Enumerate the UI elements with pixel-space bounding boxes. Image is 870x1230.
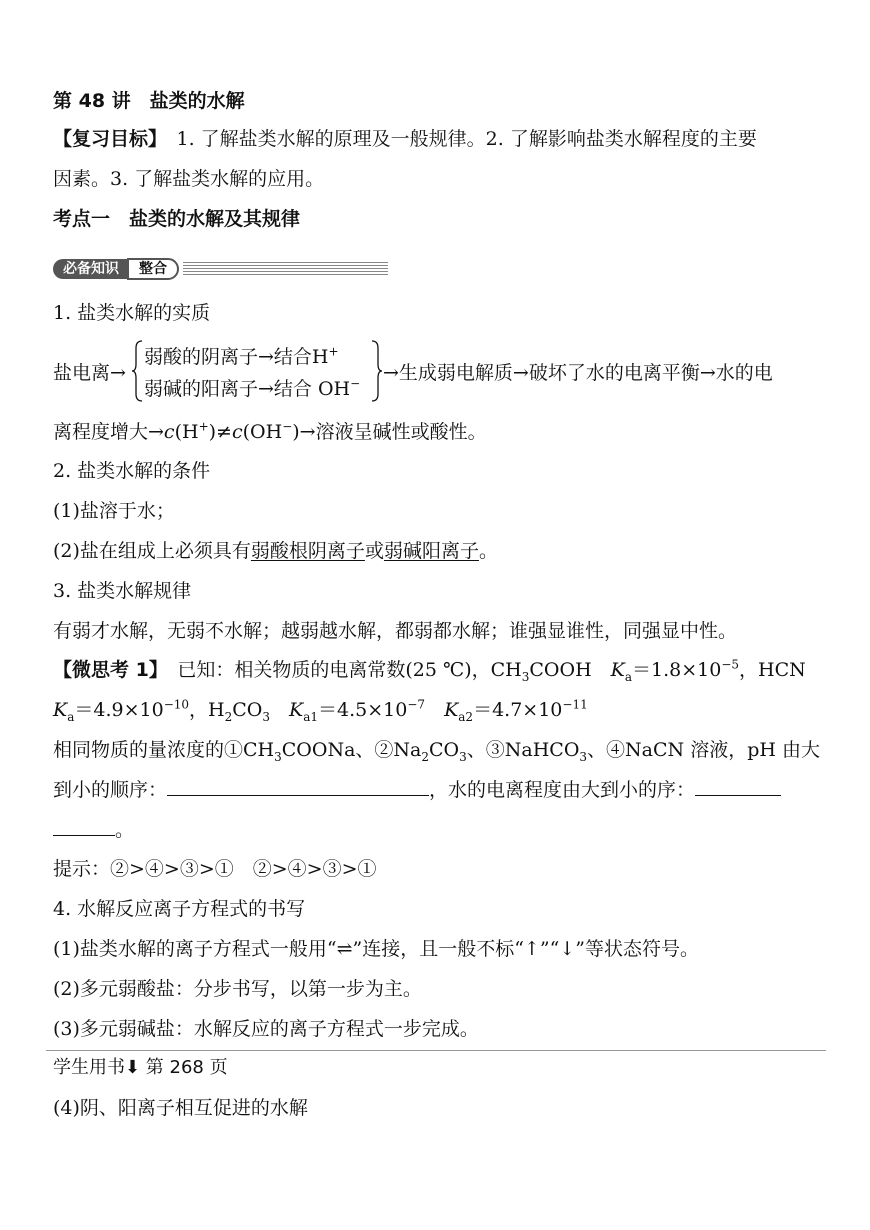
book-page-ref: 学生用书⬇ 第 268 页 <box>53 1057 228 1078</box>
think-line1: 【微思考 1】 已知：相关物质的电离常数(25 ℃)，$CH_3COOH$ $K_a=1.8\times 10^{-5}$，HCN <box>53 657 806 684</box>
kaodian-title: 考点一 盐类的水解及其规律 <box>53 208 301 230</box>
badge-stripes <box>183 262 388 276</box>
brace-tail: →生成弱电解质→破坏了水的电离平衡→水的电 <box>383 362 773 384</box>
think-line5: 。 <box>53 817 134 843</box>
s2-item1: (1)盐溶于水； <box>53 500 175 522</box>
weak-acid-anion: 弱酸根阴离子 <box>250 540 365 562</box>
section-badge <box>53 258 388 280</box>
brace-lead: 盐电离→ <box>53 362 126 384</box>
answer-blank-2[interactable] <box>695 777 781 796</box>
s2-item2: (2)盐在组成上必须具有弱酸根阴离子或弱碱阳离子。 <box>53 540 498 562</box>
review-label: 【复习目标】 <box>53 128 158 150</box>
s4-item4: (4)阴、阳离子相互促进的水解 <box>53 1097 308 1119</box>
think-line4: 到小的顺序： ，水的电离程度由大到小的序： <box>53 777 781 803</box>
s4-item3: (3)多元弱碱盐：水解反应的离子方程式一步完成。 <box>53 1018 479 1040</box>
review-text-2: 因素。3. 了解盐类水解的应用。 <box>53 168 325 190</box>
think-line2: $K_a=4.9\times 10^{-10}$，$H_2CO_3$ $K_{a1}=4.5\times 10^{-7}$ $K_{a2}=4.7\times 10^{-11}$ <box>53 697 588 724</box>
think-label: 【微思考 1】 <box>53 659 159 681</box>
s4-item2: (2)多元弱酸盐：分步书写，以第一步为主。 <box>53 978 422 1000</box>
divider <box>46 1050 826 1051</box>
s3-rule: 有弱才水解，无弱不水解；越弱越水解，都弱都水解；谁强显谁性，同强显中性。 <box>53 620 738 642</box>
think-line3: 相同物质的量浓度的$①CH_3COONa$、$②Na_2CO_3$、③NaHCO$_3$、④NaCN 溶液，pH 由大 <box>53 739 820 764</box>
hint-line: 提示：②>④>③>① ②>④>③>① <box>53 858 377 880</box>
s1-line2: 离程度增大→c(H+)≠c(OH−)→溶液呈碱性或酸性。 <box>53 419 487 443</box>
s4-heading: 4. 水解反应离子方程式的书写 <box>53 898 306 920</box>
left-brace-icon <box>131 340 143 402</box>
right-brace-icon <box>371 340 383 402</box>
answer-blank-2-cont[interactable] <box>53 817 115 836</box>
badge-left: 必备知识 <box>53 259 129 279</box>
s3-heading: 3. 盐类水解规律 <box>53 580 192 602</box>
s4-item1: (1)盐类水解的离子方程式一般用“⇌”连接，且一般不标“↑”“↓”等状态符号。 <box>53 938 699 960</box>
lecture-title: 第 48 讲 盐类的水解 <box>53 90 245 112</box>
s1-heading: 1. 盐类水解的实质 <box>53 302 211 324</box>
brace-top: 弱酸的阴离子→结合H+ <box>144 344 339 368</box>
answer-blank-1[interactable] <box>167 777 429 796</box>
review-objectives-line1 <box>53 126 757 152</box>
badge-right: 整合 <box>127 258 179 280</box>
weak-base-cation: 弱碱阳离子 <box>383 540 479 562</box>
review-text-1: 1. 了解盐类水解的原理及一般规律。2. 了解影响盐类水解程度的主要 <box>157 128 757 150</box>
brace-bottom: 弱碱的阳离子→结合 OH− <box>144 376 361 400</box>
s2-heading: 2. 盐类水解的条件 <box>53 460 211 482</box>
